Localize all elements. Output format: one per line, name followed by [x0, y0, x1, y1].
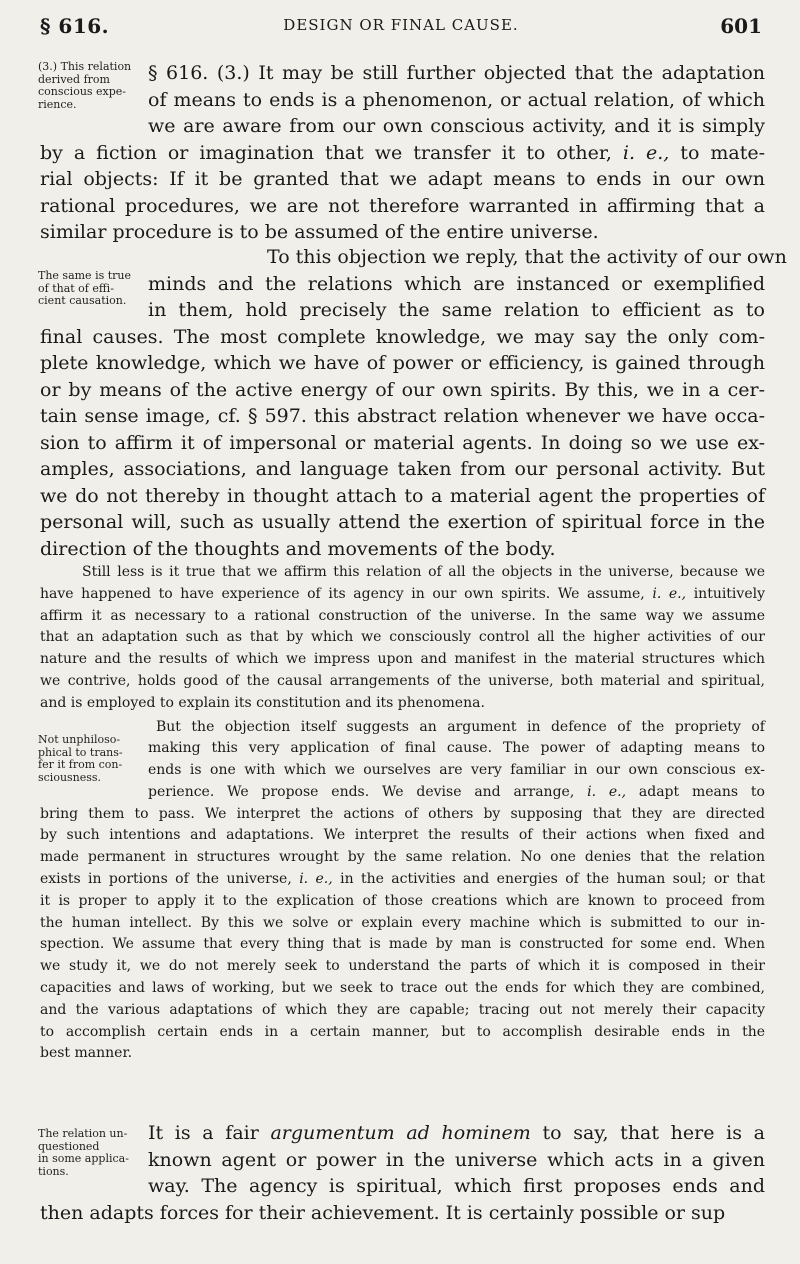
text-line: by such intentions and adaptations. We interpret the results of their actions when fixed and — [40, 827, 765, 844]
text-line: and the various adaptations of which they are capable; tracing out not merely their capacity — [40, 1001, 765, 1018]
text-line: final causes. The most complete knowledge, we may say the only com- — [40, 325, 765, 348]
text-line: rial objects: If it be granted that we adapt means to ends in our own — [40, 168, 765, 190]
text-line: known agent or power in the universe which acts in a given — [148, 1148, 765, 1171]
margin-note-line: sciousness. — [38, 770, 102, 784]
text-line: bring them to pass. We interpret the actions of others by supposing that they are directed — [40, 805, 765, 822]
text-line: rational procedures, we are not therefore warranted in affirming that a — [40, 194, 765, 217]
margin-note-line: The same is true — [38, 269, 132, 282]
text-line: direction of the thoughts and movements of the body. — [40, 537, 556, 560]
text-line: best manner. — [40, 1045, 133, 1062]
text-line: capacities and laws of working, but we seek to trace out the ends for which they are combined, — [40, 980, 765, 997]
margin-note-line: (3.) This relation — [38, 60, 132, 73]
margin-note-2 — [38, 270, 138, 308]
running-title: DESIGN OR FINAL CAUSE. — [283, 16, 519, 34]
margin-note-4 — [38, 1128, 138, 1178]
margin-note-3 — [38, 734, 138, 784]
text-line: sion to affirm it of impersonal or material agents. In doing so we use ex- — [40, 431, 765, 454]
text-line: exists in portions of the universe, i. e., in the activities and energies of the human soul; or that — [40, 871, 765, 888]
text-line: we do not thereby in thought attach to a material agent the properties of — [40, 484, 765, 507]
paragraph-2-head — [148, 244, 787, 324]
text-line: It is a fair argumentum ad hominem to say, that here is a — [148, 1122, 765, 1144]
text-line: affirm it as necessary to a rational construction of the universe. In the same way we assume — [40, 607, 765, 624]
text-line: of means to ends is a phenomenon, or actual relation, of which — [148, 88, 765, 111]
text-line: But the objection itself suggests an argument in defence of the propriety of — [156, 718, 765, 735]
margin-note-line: Not unphiloso- — [38, 733, 121, 746]
text-line: to accomplish certain ends in a certain manner, but to accomplish desirable ends in the — [40, 1023, 765, 1040]
text-line: Still less is it true that we affirm this relation of all the objects in the universe, because we — [82, 564, 765, 580]
paragraph-5-body — [40, 1200, 765, 1227]
margin-note-line: The relation un- — [38, 1127, 128, 1140]
text-line: § 616. (3.) It may be still further objected that the adaptation — [148, 62, 765, 84]
text-line: then adapts forces for their achievement. It is certainly possible or sup — [40, 1201, 726, 1224]
text-line: made permanent in structures wrought by the same relation. No one denies that the relation — [40, 849, 765, 866]
text-line: and is employed to explain its constitution and its phenomena. — [40, 694, 485, 711]
text-line: To this objection we reply, that the activity of our own — [267, 246, 787, 268]
paragraph-4-head — [148, 717, 765, 804]
text-line: way. The agency is spiritual, which first proposes ends and — [148, 1175, 765, 1197]
text-line: have happened to have experience of its agency in our own spirits. We assume, i. e., intuitively — [40, 585, 765, 602]
text-line: we study it, we do not merely seek to understand the parts of which it is composed in their — [40, 958, 765, 975]
text-line: personal will, such as usually attend the exertion of spiritual force in the — [40, 511, 765, 533]
text-line: the human intellect. By this we solve or explain every machine which is submitted to our in- — [40, 914, 765, 931]
text-line: in them, hold precisely the same relation to efficient as to — [148, 299, 765, 321]
margin-note-1 — [38, 61, 138, 111]
text-line: making this very application of final cause. The power of adapting means to — [148, 740, 765, 757]
section-number: § 616. — [40, 14, 110, 38]
margin-note-line: of that of effi- — [38, 281, 114, 295]
text-line: we contrive, holds good of the causal arrangements of the universe, both material and spiritual, — [40, 672, 765, 689]
text-line: it is proper to apply it to the explication of those creations which are known to proceed from — [40, 892, 765, 909]
running-header — [40, 10, 762, 38]
text-line: tain sense image, cf. § 597. this abstract relation whenever we have occa- — [40, 405, 765, 427]
text-line: similar procedure is to be assumed of the entire universe. — [40, 221, 599, 243]
paragraph-2-body — [40, 324, 765, 563]
margin-note-line: tions. — [38, 1164, 69, 1178]
text-line: we are aware from our own conscious activity, and it is simply — [148, 115, 765, 137]
margin-note-line: cient causation. — [38, 294, 127, 307]
page-number: 601 — [720, 14, 762, 38]
paragraph-5-head — [148, 1120, 765, 1200]
margin-note-line: in some applica- — [38, 1152, 129, 1165]
text-line: perience. We propose ends. We devise and arrange, i. e., adapt means to — [148, 783, 765, 800]
paragraph-4-body — [40, 804, 765, 1066]
margin-note-line: derived from — [38, 72, 110, 86]
text-line: that an adaptation such as that by which we consciously control all the higher activities of our — [40, 629, 765, 646]
paragraph-1-head — [148, 60, 765, 140]
margin-note-line: questioned — [38, 1139, 100, 1153]
text-line: plete knowledge, which we have of power or efficiency, is gained through — [40, 352, 765, 374]
text-line: nature and the results of which we impress upon and manifest in the material structures which — [40, 651, 765, 668]
text-line: ends is one with which we ourselves are very familiar in our own conscious ex- — [148, 762, 765, 779]
text-line: by a fiction or imagination that we transfer it to other, i. e., to mate- — [40, 141, 765, 164]
margin-note-line: rience. — [38, 97, 77, 111]
paragraph-3 — [40, 562, 765, 715]
paragraph-1-body — [40, 140, 765, 246]
text-line: amples, associations, and language taken from our personal activity. But — [40, 458, 765, 480]
text-line: spection. We assume that every thing that is made by man is constructed for some end. When — [40, 936, 765, 953]
margin-note-line: phical to trans- — [38, 745, 123, 759]
margin-note-line: conscious expe- — [38, 85, 127, 98]
margin-note-line: fer it from con- — [38, 758, 123, 771]
text-line: or by means of the active energy of our own spirits. By this, we in a cer- — [40, 378, 765, 401]
text-line: minds and the relations which are instanced or exemplified — [148, 272, 765, 295]
